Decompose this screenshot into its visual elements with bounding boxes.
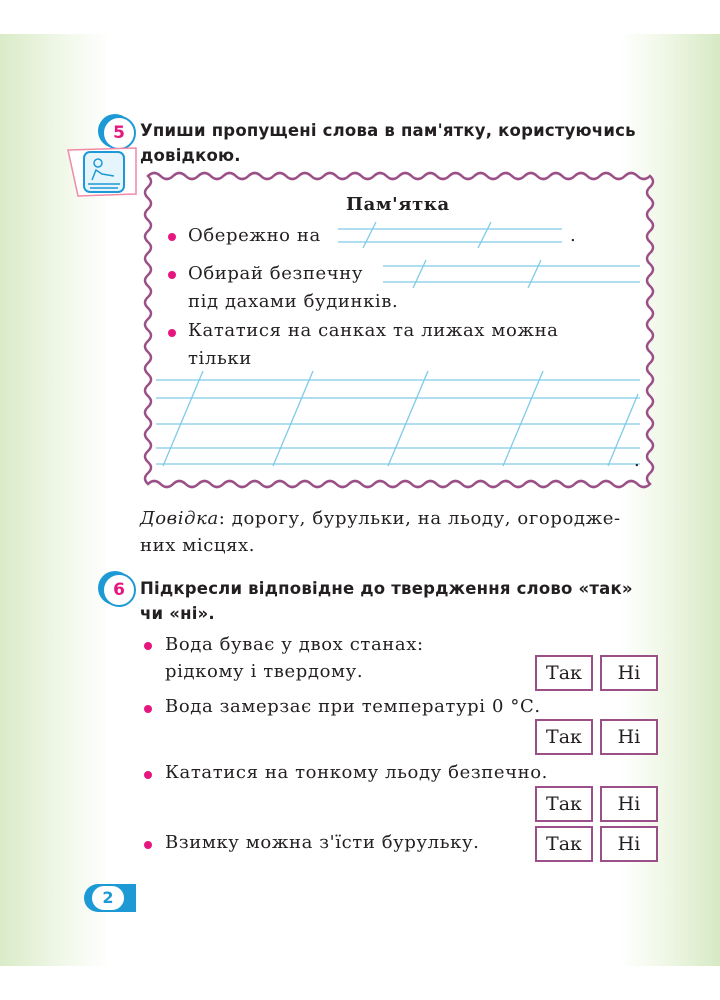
memo-item-1-period: . [570,225,577,246]
bullet [168,271,176,279]
page-number: 2 [90,884,126,912]
hint-line-1: Довідка: дорогу, бурульки, на льоду, огородже- [140,508,621,529]
statement-2: Вода замерзає при температурі 0 °С. [165,696,541,717]
no-option[interactable]: Ні [600,786,658,822]
memo-item-3-cont: тільки [188,348,252,369]
statement-1-cont: рідкому і твердому. [165,661,364,682]
memo-item-3: Кататися на санках та лижах можна [188,320,559,341]
task-number-badge: 5 [102,116,136,150]
bullet [168,329,176,337]
workbook-writing-icon [66,146,138,198]
memo-end-period: . [634,450,641,471]
statement-1: Вода буває у двох станах: [165,634,424,655]
memo-item-2: Обирай безпечну [188,263,364,284]
bullet [144,642,152,650]
yes-option[interactable]: Так [535,826,593,862]
task-5-instruction: Упиши пропущені слова в пам'ятку, користуючись довідкою. [140,121,636,165]
no-option[interactable]: Ні [600,826,658,862]
yes-option[interactable]: Так [535,786,593,822]
yes-option[interactable]: Так [535,655,593,691]
bullet [144,841,152,849]
memo-item-2-cont: під дахами будинків. [188,291,399,312]
hint-line-2: них місцях. [140,535,256,556]
task-6-instruction: Підкресли відповідне до твердження слово «так» чи «ні». [140,579,633,623]
task-number-badge: 6 [102,573,136,607]
no-option[interactable]: Ні [600,655,658,691]
bullet [168,233,176,241]
memo-title: Пам'ятка [346,194,450,215]
memo-item-1: Обережно на [188,225,321,246]
yes-option[interactable]: Так [535,719,593,755]
statement-4: Взимку можна з'їсти бурульку. [165,832,480,853]
no-option[interactable]: Ні [600,719,658,755]
bullet [144,771,152,779]
bullet [144,705,152,713]
statement-3: Кататися на тонкому льоду безпечно. [165,762,548,783]
